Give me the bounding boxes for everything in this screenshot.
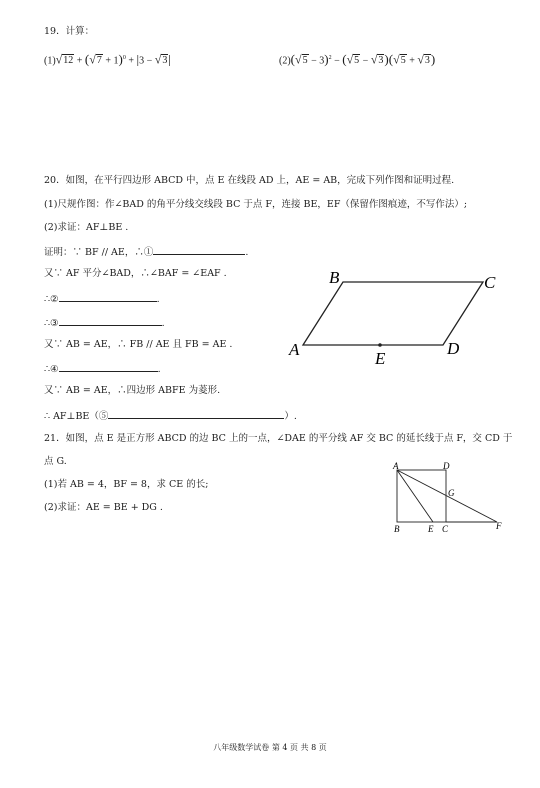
parallelogram-figure [285, 265, 505, 375]
square-abcd [397, 470, 446, 522]
q20-proof-step2: 又∵ AF 平分∠BAD，∴∠BAF = ∠EAF . [44, 268, 227, 279]
q20-proof-step8-text: ∴ AF⊥BE（⑤ [44, 411, 109, 422]
q21-intro-cont: 点 G. [44, 456, 67, 467]
label-e: E [375, 349, 386, 368]
label-a: A [393, 461, 399, 471]
q19-p2-three: 3 [319, 55, 325, 67]
label-d: D [447, 339, 460, 358]
q19-p2-sqrt5a: 5 [302, 55, 308, 67]
answer-blank-5[interactable] [108, 409, 284, 419]
q19-p1-sqrt12: 12 [63, 55, 74, 67]
q20-proof-step4-end: . [161, 318, 165, 329]
segment-ae [397, 470, 433, 522]
q19-p1-sqrt7: 7 [96, 55, 102, 67]
q20-proof-step7: 又∵ AB = AE，∴四边形 ABFE 为菱形. [44, 385, 221, 396]
q20-proof-step8 [44, 409, 297, 423]
q20-proof-step6 [44, 362, 161, 376]
q19-part2: $(2)(√5 - 3)^2 - (√5 - √3)(√5 + √3)$ [279, 51, 436, 67]
q19-title: 19．计算： [44, 26, 95, 37]
q20-proof-step4-text: ∴③ [44, 318, 59, 329]
q20-proof-step5: 又∵ AB = AE，∴ FB // AE 且 FB = AE . [44, 339, 233, 350]
q20-proof-step4 [44, 316, 165, 330]
label-d: D [443, 461, 450, 471]
q20-proof-step3-text: ∴② [44, 294, 59, 305]
label-g: G [448, 488, 455, 498]
parallelogram-abcd [303, 282, 483, 345]
q19-p1-exponent: 0 [122, 55, 126, 61]
q19-p1-sqrt3: 3 [162, 55, 168, 67]
square-figure [385, 460, 515, 540]
label-e: E [428, 524, 434, 534]
label-b: B [394, 524, 400, 534]
q20-proof-step6-text: ∴④ [44, 364, 59, 375]
q20-task2: (2)求证：AF⊥BE . [44, 222, 129, 233]
answer-blank-1[interactable] [153, 245, 245, 255]
q20-proof-step6-end: . [157, 364, 161, 375]
label-a: A [289, 340, 300, 359]
q21-intro: 21．如图，点 E 是正方形 ABCD 的边 BC 上的一点，∠DAE 的平分线 AF 交 BC 的延长线于点 F，交 CD 于 [44, 433, 513, 444]
page-footer: 八年级数学试卷 第 4 页 共 8 页 [213, 743, 327, 752]
q20-proof-step1-text: 证明：∵ BF // AE，∴① [44, 247, 154, 258]
q21-task2: (2)求证：AE = BE + DG . [44, 502, 163, 513]
label-b: B [329, 268, 340, 287]
q19-part2-label: (2) [279, 55, 291, 67]
q20-intro: 20．如图，在平行四边形 ABCD 中，点 E 在线段 AD 上，AE = AB，完成下列作图和证明过程. [44, 175, 455, 186]
q19-p1-three: 3 [139, 55, 145, 67]
q20-task1: (1)尺规作图：作∠BAD 的角平分线交线段 BC 于点 F，连接 BE，EF（保留作图痕迹，不写作法）; [44, 199, 468, 210]
q20-proof-step3 [44, 292, 160, 306]
q19-part1: $(1)√12 + (√7 + 1)^0 + |3 - √3|$ [44, 51, 171, 67]
q19-p2-exponent: 2 [328, 55, 332, 61]
q20-proof-step1 [44, 245, 248, 259]
q21-task1: (1)若 AB = 4，BF = 8，求 CE 的长; [44, 479, 209, 490]
q19-p2-sqrt5b: 5 [354, 55, 360, 67]
label-c: C [442, 524, 449, 534]
q19-p2-sqrt3b: 3 [424, 55, 430, 67]
q19-p2-sqrt5c: 5 [400, 55, 406, 67]
q20-proof-step3-end: . [156, 294, 160, 305]
answer-blank-4[interactable] [59, 362, 158, 372]
answer-blank-3[interactable] [59, 316, 162, 326]
q20-proof-step8-end: ）. [284, 411, 297, 422]
answer-blank-2[interactable] [59, 292, 157, 302]
q19-p2-sqrt3a: 3 [378, 55, 384, 67]
label-c: C [484, 273, 496, 292]
point-e [378, 343, 382, 347]
q19-part1-label: (1) [44, 55, 56, 67]
label-f: F [496, 521, 502, 531]
q20-proof-step1-end: . [245, 247, 249, 258]
segment-af [397, 470, 497, 522]
